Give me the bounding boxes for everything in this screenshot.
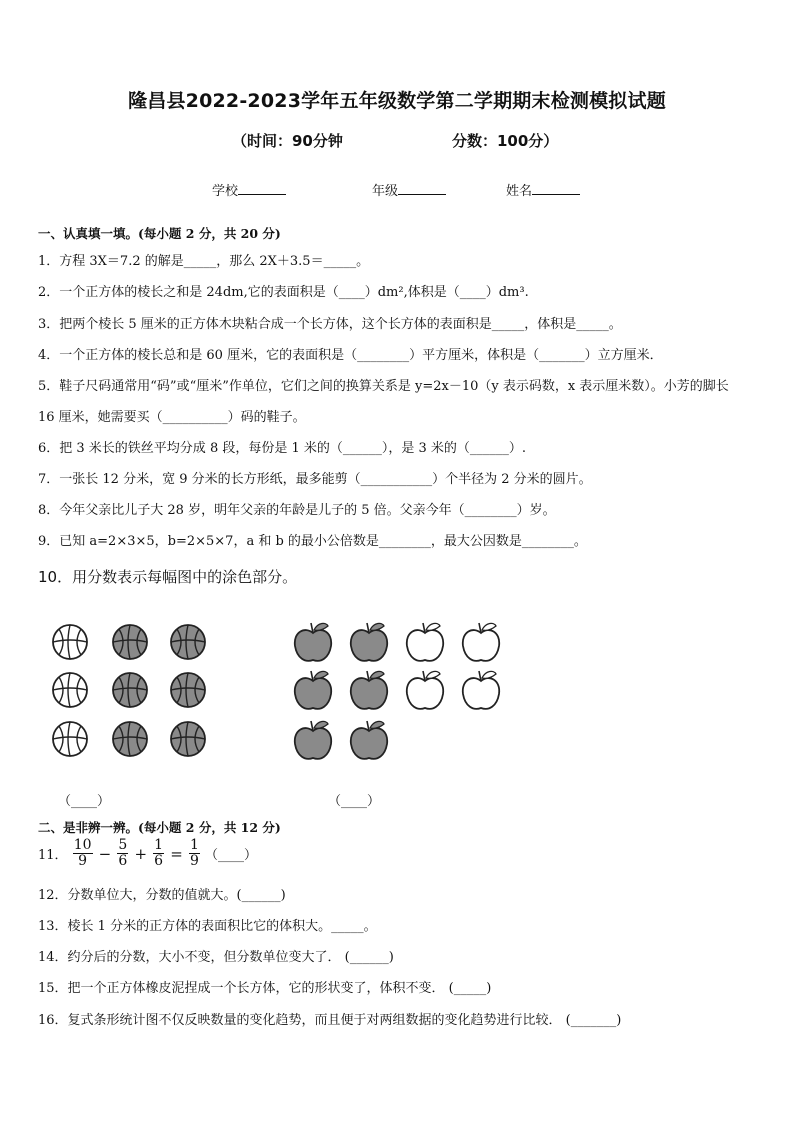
question-6: 6．把 3 米长的铁丝平均分成 8 段，每份是 1 米的（______），是 3 米的（______）. xyxy=(38,441,527,456)
numerator: 5 xyxy=(118,837,128,853)
denominator: 6 xyxy=(154,853,164,869)
question-14: 14．约分后的分数，大小不变，但分数单位变大了． (______) xyxy=(38,950,394,965)
question-9: 9．已知 a=2×3×5，b=2×5×7，a 和 b 的最小公倍数是________，最大公因数是________。 xyxy=(38,534,587,549)
question-8: 8．今年父亲比儿子大 28 岁，明年父亲的年龄是儿子的 5 倍。父亲今年（________）岁。 xyxy=(38,503,556,518)
apple-icon xyxy=(463,623,499,661)
apple-figure xyxy=(295,623,499,759)
numerator: 1 xyxy=(154,837,164,853)
denominator: 9 xyxy=(78,853,88,869)
basketball-figure xyxy=(53,625,205,756)
apple-icon xyxy=(295,623,331,661)
apple-icon xyxy=(463,671,499,709)
fraction-5-6 xyxy=(117,838,128,869)
section1-heading: 一、认真填一填。(每小题 2 分，共 20 分) xyxy=(38,226,281,241)
basketball-icon xyxy=(53,625,87,659)
exam-time: （时间：90分钟 xyxy=(232,132,343,150)
question-2: 2．一个正方体的棱长之和是 24dm,它的表面积是（____）dm²,体积是（____）dm³. xyxy=(38,285,529,300)
section2-heading: 二、是非辨一辨。(每小题 2 分，共 12 分) xyxy=(38,820,281,835)
name-label: 姓名 xyxy=(506,184,533,199)
question-7: 7．一张长 12 分米，宽 9 分米的长方形纸，最多能剪（___________）个半径为 2 分米的圆片。 xyxy=(38,472,592,487)
school-label: 学校 xyxy=(212,184,239,199)
apple-icon xyxy=(295,671,331,709)
answer-blank-11[interactable]: （____） xyxy=(205,848,258,863)
grade-label: 年级 xyxy=(372,184,399,199)
apple-icon xyxy=(351,623,387,661)
plus-sign: + xyxy=(134,844,148,863)
numerator: 10 xyxy=(73,837,92,853)
question-11 xyxy=(38,838,257,869)
basketball-icon xyxy=(171,625,205,659)
apple-icon xyxy=(295,721,331,759)
question-1: 1．方程 3X＝7.2 的解是_____，那么 2X＋3.5＝_____。 xyxy=(38,254,370,269)
apple-icon xyxy=(351,721,387,759)
exam-score: 分数：100分） xyxy=(452,132,559,150)
basketball-icon xyxy=(113,625,147,659)
page-title: 隆昌县2022-2023学年五年级数学第二学期期末检测模拟试题 xyxy=(128,90,666,112)
equals-sign: = xyxy=(170,844,183,863)
question-11-number: 11． xyxy=(38,848,68,863)
minus-sign: − xyxy=(98,844,112,863)
question-5-line2: 16 厘米，她需要买（__________）码的鞋子。 xyxy=(38,410,306,425)
answer-blank-basketballs[interactable]: （____） xyxy=(58,794,111,809)
basketball-icon xyxy=(113,722,147,756)
basketball-icon xyxy=(171,722,205,756)
question-15: 15．把一个正方体橡皮泥捏成一个长方体，它的形状变了，体积不变． (_____) xyxy=(38,981,492,996)
numerator: 1 xyxy=(189,837,199,853)
question-10: 10．用分数表示每幅图中的涂色部分。 xyxy=(38,568,298,586)
fraction-1-9 xyxy=(189,838,200,869)
answer-blank-apples[interactable]: （____） xyxy=(328,794,381,809)
apple-icon xyxy=(407,623,443,661)
denominator: 9 xyxy=(189,853,199,869)
basketball-icon xyxy=(171,673,205,707)
question-12: 12．分数单位大，分数的值就大。(______) xyxy=(38,888,286,903)
apple-icon xyxy=(351,671,387,709)
question-13: 13．棱长 1 分米的正方体的表面积比它的体积大。_____。 xyxy=(38,919,377,934)
question-4: 4．一个正方体的棱长总和是 60 厘米，它的表面积是（________）平方厘米，体积是（_______）立方厘米． xyxy=(38,348,663,363)
question-5-line1: 5．鞋子尺码通常用“码”或“厘米”作单位，它们之间的换算关系是 y=2x－10（y 表示码数，x 表示厘米数）。小芳的脚长 xyxy=(38,379,729,394)
apple-icon xyxy=(407,671,443,709)
denominator: 6 xyxy=(118,853,128,869)
fraction-10-9 xyxy=(73,838,93,869)
fraction-1-6 xyxy=(153,838,164,869)
basketball-icon xyxy=(53,722,87,756)
basketball-icon xyxy=(113,673,147,707)
question-3: 3．把两个棱长 5 厘米的正方体木块粘合成一个长方体，这个长方体的表面积是_____，体积是_____。 xyxy=(38,317,622,332)
basketball-icon xyxy=(53,673,87,707)
question-16: 16．复式条形统计图不仅反映数量的变化趋势，而且便于对两组数据的变化趋势进行比较． (_______) xyxy=(38,1013,622,1028)
